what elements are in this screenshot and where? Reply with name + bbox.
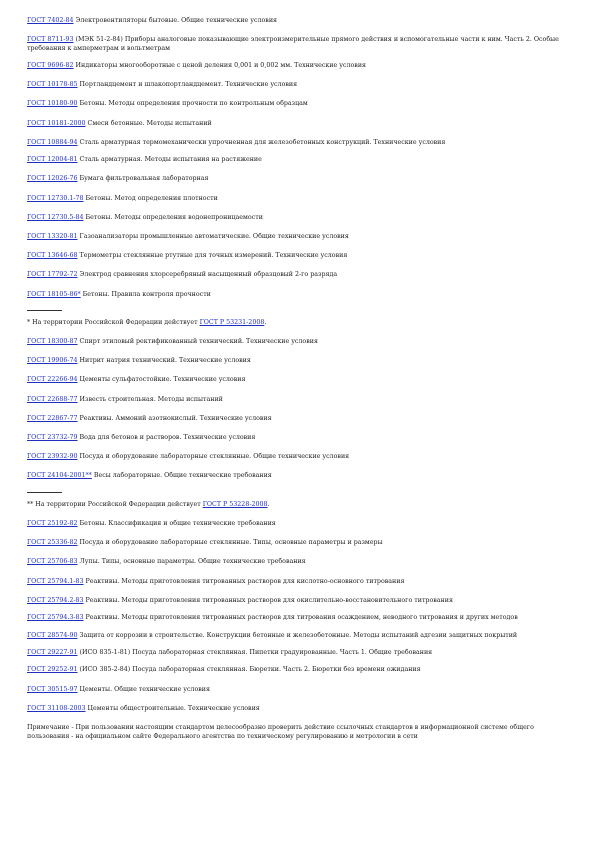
reference-entry bbox=[27, 434, 562, 442]
reference-entry bbox=[27, 472, 562, 480]
reference-link[interactable]: ГОСТ 9696-82 bbox=[27, 62, 74, 70]
reference-link[interactable]: ГОСТ 30515-97 bbox=[27, 685, 78, 693]
reference-title: Цементы общестроительные. Технические условия bbox=[85, 704, 260, 712]
reference-entry bbox=[27, 520, 562, 528]
note-paragraph: Примечание - При пользовании настоящим стандартом целесообразно проверить действие ссылочных стандартов в информационной системе общего пользования - на официальном сайте Федерального агентства по техническому регулированию и метрологии в сети bbox=[27, 723, 534, 740]
reference-link[interactable]: ГОСТ 13320-81 bbox=[27, 233, 78, 241]
reference-entry bbox=[27, 271, 562, 279]
reference-link[interactable]: ГОСТ 19906-74 bbox=[27, 357, 78, 365]
reference-entry bbox=[27, 632, 562, 640]
reference-entry bbox=[27, 252, 562, 260]
reference-link[interactable]: ГОСТ 10884-94 bbox=[27, 138, 78, 146]
footnote-2-link[interactable]: ГОСТ Р 53228-2008 bbox=[202, 500, 268, 508]
reference-title: Посуда и оборудование лабораторные стеклянные. Типы, основные параметры и размеры bbox=[77, 539, 383, 547]
reference-title: Реактивы. Методы приготовления титрованных растворов для титрования осаждением, неводного титрования и других методов bbox=[83, 614, 518, 622]
reference-title: Цементы сульфатостойкие. Технические условия bbox=[77, 376, 246, 384]
reference-entry bbox=[27, 120, 562, 128]
reference-entry bbox=[27, 62, 562, 70]
reference-link[interactable]: ГОСТ 25794.2-83 bbox=[27, 596, 84, 604]
reference-link[interactable]: ГОСТ 12730.5-84 bbox=[27, 213, 84, 221]
reference-title: Смеси бетонные. Методы испытаний bbox=[85, 119, 212, 127]
reference-link[interactable]: ГОСТ 12004-81 bbox=[27, 156, 78, 164]
reference-entry bbox=[27, 357, 562, 365]
footnote-1-prefix: * На территории Российской Федерации действует bbox=[27, 318, 200, 326]
reference-title: Сталь арматурная. Методы испытания на растяжение bbox=[77, 156, 262, 164]
reference-entry bbox=[27, 396, 562, 404]
reference-link[interactable]: ГОСТ 7402-84 bbox=[27, 17, 74, 24]
reference-title: Сталь арматурная термомеханически упрочненная для железобетонных конструкций. Технические условия bbox=[77, 138, 446, 146]
reference-entry bbox=[27, 705, 562, 713]
reference-link[interactable]: ГОСТ 29252-91 bbox=[27, 666, 78, 674]
reference-entry bbox=[27, 100, 562, 108]
reference-link[interactable]: ГОСТ 22266-94 bbox=[27, 376, 78, 384]
reference-entry bbox=[27, 156, 562, 164]
reference-title: Газоанализаторы промышленные автоматические. Общие технические условия bbox=[77, 233, 349, 241]
footnote-divider bbox=[27, 310, 62, 311]
footnote-2-prefix: ** На территории Российской Федерации действует bbox=[27, 500, 203, 508]
reference-entry bbox=[27, 291, 562, 299]
reference-title: Электровентиляторы бытовые. Общие технические условия bbox=[73, 17, 278, 24]
reference-link[interactable]: ГОСТ 22688-77 bbox=[27, 395, 78, 403]
reference-title: Термометры стеклянные ртутные для точных измерений. Технические условия bbox=[77, 252, 348, 260]
reference-link[interactable]: ГОСТ 10178-85 bbox=[27, 81, 78, 89]
reference-entry bbox=[27, 233, 562, 241]
reference-link[interactable]: ГОСТ 12026-76 bbox=[27, 175, 78, 183]
reference-link[interactable]: ГОСТ 10181-2000 bbox=[27, 119, 86, 127]
references-group-1 bbox=[27, 17, 562, 299]
reference-title: Бетоны. Правила контроля прочности bbox=[80, 290, 211, 298]
reference-entry bbox=[27, 81, 562, 89]
reference-title: (МЭК 51-2-84) Приборы аналоговые показывающие электроизмерительные прямого действия и вспомогательные части к ним. Часть 2. Особые требования к амперметрам и вольтметрам bbox=[27, 36, 559, 52]
reference-entry bbox=[27, 666, 562, 674]
reference-title: Вода для бетонов и растворов. Технические условия bbox=[77, 434, 256, 442]
reference-entry bbox=[27, 539, 562, 547]
reference-link[interactable]: ГОСТ 10180-90 bbox=[27, 100, 78, 108]
reference-title: Бетоны. Метод определения плотности bbox=[83, 194, 218, 202]
reference-link[interactable]: ГОСТ 8711-93 bbox=[27, 36, 74, 44]
reference-title: Реактивы. Аммоний азотнокислый. Технические условия bbox=[77, 414, 272, 422]
reference-entry bbox=[27, 558, 562, 566]
reference-title: Весы лабораторные. Общие технические требования bbox=[91, 472, 272, 480]
reference-title: Нитрит натрия технический. Технические условия bbox=[77, 357, 251, 365]
reference-link[interactable]: ГОСТ 28574-90 bbox=[27, 631, 78, 639]
footnote-2-suffix: . bbox=[267, 500, 270, 508]
reference-link[interactable]: ГОСТ 25192-82 bbox=[27, 519, 78, 527]
reference-title: Известь строительная. Методы испытаний bbox=[77, 395, 223, 403]
reference-link[interactable]: ГОСТ 23932-90 bbox=[27, 453, 78, 461]
reference-entry bbox=[27, 415, 562, 423]
footnote-1 bbox=[27, 319, 562, 327]
reference-entry bbox=[27, 686, 562, 694]
reference-entry bbox=[27, 338, 562, 346]
reference-title: Бетоны. Классификация и общие технические требования bbox=[77, 519, 276, 527]
reference-entry bbox=[27, 214, 562, 222]
reference-entry bbox=[27, 453, 562, 461]
reference-entry bbox=[27, 175, 562, 183]
reference-title: Цементы. Общие технические условия bbox=[77, 685, 210, 693]
reference-title: Портландцемент и шлакопортландцемент. Технические условия bbox=[77, 81, 298, 89]
reference-entry bbox=[27, 597, 562, 605]
reference-entry bbox=[27, 139, 562, 147]
reference-title: Электрод сравнения хлорсеребряный насыщенный образцовый 2-го разряда bbox=[77, 271, 338, 279]
reference-title: (ИСО 835-1-81) Посуда лабораторная стеклянная. Пипетки градуированные. Часть 1. Общие требования bbox=[77, 648, 433, 656]
reference-title: Лупы. Типы, основные параметры. Общие технические требования bbox=[77, 558, 306, 566]
reference-title: Бетоны. Методы определения водонепроницаемости bbox=[83, 213, 263, 221]
reference-link[interactable]: ГОСТ 29227-91 bbox=[27, 648, 78, 656]
reference-title: Реактивы. Методы приготовления титрованных растворов для окислительно-восстановительного титрования bbox=[83, 596, 453, 604]
reference-entry bbox=[27, 376, 562, 384]
reference-entry bbox=[27, 195, 562, 203]
reference-link[interactable]: ГОСТ 17792-72 bbox=[27, 271, 78, 279]
reference-link[interactable]: ГОСТ 18300-87 bbox=[27, 338, 78, 346]
footnote-1-suffix: . bbox=[264, 318, 267, 326]
reference-title: Спирт этиловый ректификованный технический. Технические условия bbox=[77, 338, 318, 346]
reference-entry bbox=[27, 614, 562, 622]
reference-link[interactable]: ГОСТ 18105-86* bbox=[27, 290, 81, 298]
reference-link[interactable]: ГОСТ 25706-83 bbox=[27, 558, 78, 566]
reference-link[interactable]: ГОСТ 25794.3-83 bbox=[27, 614, 84, 622]
reference-title: Посуда и оборудование лабораторные стеклянные. Общие технические условия bbox=[77, 453, 350, 461]
reference-link[interactable]: ГОСТ 24104-2001** bbox=[27, 472, 92, 480]
reference-link[interactable]: ГОСТ 25794.1-83 bbox=[27, 577, 84, 585]
reference-link[interactable]: ГОСТ 22867-77 bbox=[27, 414, 78, 422]
footnote-2 bbox=[27, 501, 562, 509]
reference-link[interactable]: ГОСТ 13646-68 bbox=[27, 252, 78, 260]
reference-title: Защита от коррозии в строительстве. Конструкции бетонные и железобетонные. Методы испытаний адгезии защитных покрытий bbox=[77, 631, 518, 639]
references-group-3 bbox=[27, 520, 562, 713]
reference-entry bbox=[27, 36, 562, 53]
reference-title: Бетоны. Методы определения прочности по контрольным образцам bbox=[77, 100, 308, 108]
footnote-1-link[interactable]: ГОСТ Р 53231-2008 bbox=[199, 318, 265, 326]
reference-title: Реактивы. Методы приготовления титрованных растворов для кислотно-основного титрования bbox=[83, 577, 405, 585]
reference-link[interactable]: ГОСТ 23732-79 bbox=[27, 434, 78, 442]
references-group-2 bbox=[27, 338, 562, 481]
reference-entry bbox=[27, 578, 562, 586]
reference-link[interactable]: ГОСТ 12730.1-78 bbox=[27, 194, 84, 202]
reference-entry bbox=[27, 649, 562, 657]
references-list bbox=[27, 17, 562, 741]
reference-link[interactable]: ГОСТ 31108-2003 bbox=[27, 704, 86, 712]
reference-entry bbox=[27, 17, 562, 25]
footnote-divider bbox=[27, 492, 62, 493]
reference-title: Индикаторы многооборотные с ценой деления 0,001 и 0,002 мм. Технические условия bbox=[73, 62, 367, 70]
reference-title: (ИСО 385-2-84) Посуда лабораторная стеклянная. Бюретки. Часть 2. Бюретки без времени ожидания bbox=[77, 666, 421, 674]
reference-title: Бумага фильтровальная лабораторная bbox=[77, 175, 209, 183]
reference-link[interactable]: ГОСТ 25336-82 bbox=[27, 539, 78, 547]
